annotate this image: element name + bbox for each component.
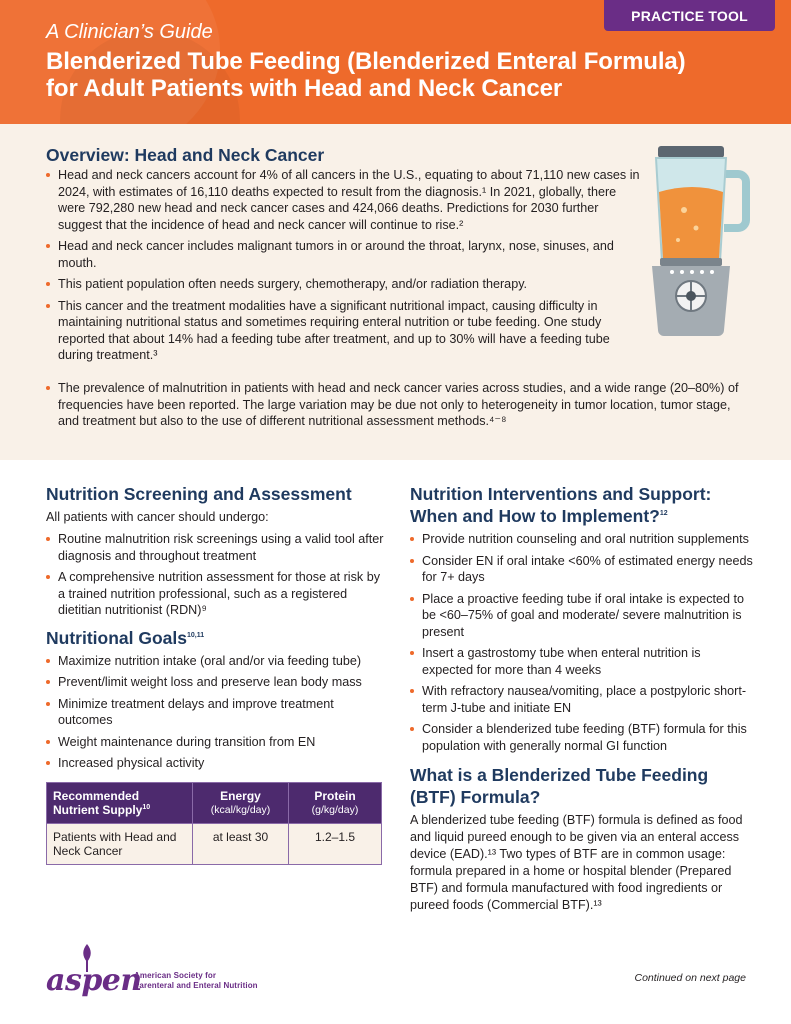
list-item: Head and neck cancer includes malignant tumors in or around the throat, larynx, nose, sinuses, and mouth. (46, 238, 646, 271)
btf-definition: A blenderized tube feeding (BTF) formula is defined as food and liquid pureed enough to be given via an enteral access device (EAD).¹³ Two types of BTF are in common usage: formula prepared in a home or hospital blender (Prepared BTF) and formula manufactured with food ingredients or pureed foods (Commercial BTF).¹³ (410, 813, 743, 912)
table-header-cell (193, 782, 289, 823)
list-item: Routine malnutrition risk screenings using a valid tool after diagnosis and throughout treatment (46, 531, 386, 564)
right-column (410, 483, 755, 914)
table-cell: Patients with Head and Neck Cancer (47, 823, 193, 864)
logo-organization (134, 971, 258, 991)
overview-title: Overview: Head and Neck Cancer (46, 145, 325, 165)
list-item: Consider EN if oral intake <60% of estimated energy needs for 7+ days (410, 553, 755, 586)
header-unit: (kcal/kg/day) (210, 803, 271, 816)
table-row (47, 823, 382, 864)
list-item: With refractory nausea/vomiting, place a postpyloric short-term J-tube and initiate EN (410, 683, 755, 716)
list-item: Consider a blenderized tube feeding (BTF) formula for this population with generally normal GI function (410, 721, 755, 754)
interventions-list (410, 531, 755, 754)
list-item: Place a proactive feeding tube if oral intake is expected to be <60–75% of goal and moderate/ severe malnutrition is present (410, 591, 755, 641)
title-line-1: Blenderized Tube Feeding (Blenderized Enteral Formula) (46, 48, 686, 75)
screening-list (46, 531, 386, 619)
guide-subtitle: A Clinician’s Guide (46, 21, 213, 43)
org-line-1: American Society for (134, 971, 217, 980)
goals-title-text: Nutritional Goals (46, 627, 187, 648)
list-item: A comprehensive nutrition assessment for those at risk by a trained nutrition professional, such as a registered dietitian nutritionist (RDN)⁹ (46, 569, 386, 619)
header-text: Energy (220, 788, 261, 803)
aspen-logo (46, 944, 286, 1000)
header-text: Recommended Nutrient Supply (53, 788, 143, 817)
screening-intro: All patients with cancer should undergo: (46, 510, 269, 524)
list-item: This patient population often needs surgery, chemotherapy, and/or radiation therapy. (46, 276, 646, 293)
table-cell: 1.2–1.5 (289, 823, 382, 864)
table-header-cell (289, 782, 382, 823)
practice-tool-badge: PRACTICE TOOL (604, 0, 775, 31)
header-ref: 10 (142, 803, 151, 811)
title-line-2: for Adult Patients with Head and Neck Cancer (46, 75, 563, 102)
goals-list (46, 653, 386, 772)
list-item: Minimize treatment delays and improve treatment outcomes (46, 696, 386, 729)
header-unit: (g/kg/day) (311, 803, 359, 816)
list-item: Head and neck cancers account for 4% of all cancers in the U.S., equating to about 71,110 new cases in 2024, with estimates of 16,110 deaths expected to result from the diagnosis.¹ In 2021, globally, there were 792,280 new head and neck cancer cases and 424,066 deaths. Predictions for 2030 further suggest that the incidence of head and neck cancer will continue to rise.² (46, 167, 646, 233)
table-header-cell (47, 782, 193, 823)
overview-list (46, 167, 646, 369)
overview-list-wide (46, 380, 746, 435)
table-cell: at least 30 (193, 823, 289, 864)
table-header-row (47, 782, 382, 823)
interventions-title-line-1: Nutrition Interventions and Support: (410, 484, 712, 504)
list-item: Maximize nutrition intake (oral and/or via feeding tube) (46, 653, 386, 670)
blender-illustration (640, 140, 756, 336)
list-item: Provide nutrition counseling and oral nutrition supplements (410, 531, 755, 548)
header-text: Protein (314, 788, 356, 803)
continued-note: Continued on next page (634, 972, 746, 984)
btf-title: What is a Blenderized Tube Feeding (BTF) Formula? (410, 765, 709, 807)
interventions-title-line-2 (410, 505, 755, 527)
goals-title-ref: 10,11 (186, 631, 205, 639)
goals-title (46, 627, 386, 649)
interventions-title-ref: 12 (659, 510, 668, 518)
screening-title: Nutrition Screening and Assessment (46, 484, 352, 504)
nutrient-supply-table (46, 782, 382, 865)
left-column (46, 483, 386, 865)
interventions-title (410, 483, 755, 527)
list-item: Prevent/limit weight loss and preserve lean body mass (46, 674, 386, 691)
interventions-title-text: When and How to Implement? (410, 506, 660, 526)
list-item: Increased physical activity (46, 755, 386, 772)
list-item: Insert a gastrostomy tube when enteral nutrition is expected for more than 4 weeks (410, 645, 755, 678)
org-line-2: Parenteral and Enteral Nutrition (134, 981, 258, 990)
list-item: This cancer and the treatment modalities have a significant nutritional impact, causing difficulty in maintaining nutritional status and sometimes requiring enteral nutrition or tube feeding. One study reported that about 14% had a feeding tube after treatment, and up to 30% will have a feeding tube during treatment.³ (46, 298, 646, 364)
logo-wordmark: aspen (46, 963, 142, 998)
page-title (46, 48, 766, 102)
list-item: Weight maintenance during transition from EN (46, 734, 386, 751)
list-item: The prevalence of malnutrition in patients with head and neck cancer varies across studies, and a wide range (20–80%) of frequencies have been reported. The large variation may be due not only to heterogeneity in tumor location, tumor stage, and treatment but also to the use of different nutritional assessment methods.⁴⁻⁸ (46, 380, 746, 430)
